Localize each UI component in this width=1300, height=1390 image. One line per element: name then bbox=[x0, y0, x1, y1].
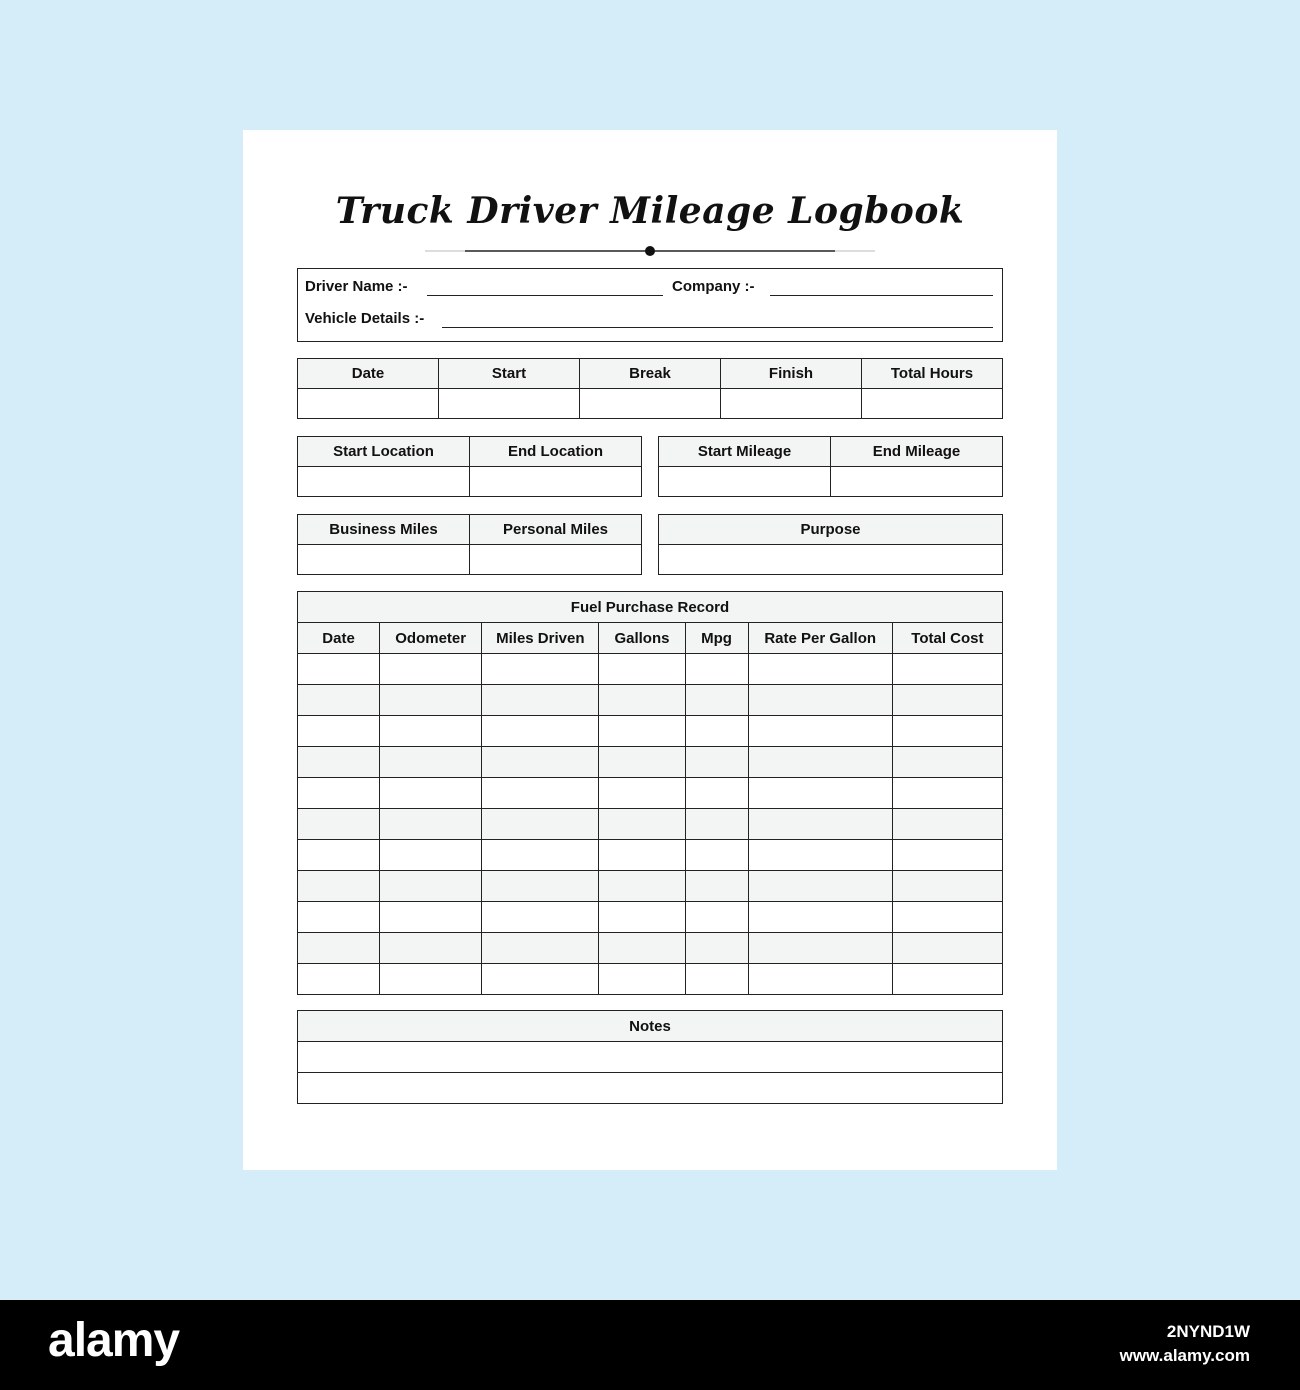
fuel-cell[interactable] bbox=[685, 809, 748, 840]
fuel-cell[interactable] bbox=[685, 716, 748, 747]
company-field[interactable] bbox=[770, 295, 993, 296]
fuel-cell[interactable] bbox=[892, 747, 1002, 778]
fuel-cell[interactable] bbox=[892, 871, 1002, 902]
fuel-cell[interactable] bbox=[892, 933, 1002, 964]
fuel-row bbox=[298, 840, 1003, 871]
miles-table bbox=[297, 514, 642, 575]
fuel-cell[interactable] bbox=[748, 716, 892, 747]
vehicle-details-label: Vehicle Details :- bbox=[305, 310, 425, 327]
fuel-cell[interactable] bbox=[892, 685, 1002, 716]
fuel-purchase-table bbox=[297, 591, 1003, 995]
fuel-cell[interactable] bbox=[380, 964, 482, 995]
fuel-cell[interactable] bbox=[380, 809, 482, 840]
hours-cell[interactable] bbox=[862, 389, 1003, 419]
fuel-cell[interactable] bbox=[482, 902, 599, 933]
fuel-cell[interactable] bbox=[380, 778, 482, 809]
fuel-cell[interactable] bbox=[599, 809, 685, 840]
notes-row bbox=[298, 1073, 1003, 1104]
watermark-logo: alamy bbox=[48, 1314, 180, 1367]
fuel-cell[interactable] bbox=[482, 840, 599, 871]
fuel-cell[interactable] bbox=[298, 964, 380, 995]
fuel-cell[interactable] bbox=[599, 716, 685, 747]
fuel-cell[interactable] bbox=[599, 747, 685, 778]
fuel-cell[interactable] bbox=[482, 778, 599, 809]
hours-table bbox=[297, 358, 1003, 419]
fuel-cell[interactable] bbox=[599, 840, 685, 871]
fuel-cell[interactable] bbox=[482, 933, 599, 964]
hours-cell[interactable] bbox=[439, 389, 580, 419]
header-end-location: End Location bbox=[470, 437, 642, 467]
hours-header-finish: Finish bbox=[721, 359, 862, 389]
fuel-row bbox=[298, 747, 1003, 778]
notes-cell[interactable] bbox=[298, 1042, 1003, 1073]
fuel-cell[interactable] bbox=[298, 809, 380, 840]
fuel-cell[interactable] bbox=[748, 964, 892, 995]
hours-cell[interactable] bbox=[721, 389, 862, 419]
fuel-cell[interactable] bbox=[599, 933, 685, 964]
notes-cell[interactable] bbox=[298, 1073, 1003, 1104]
fuel-row bbox=[298, 871, 1003, 902]
fuel-cell[interactable] bbox=[380, 840, 482, 871]
fuel-header-mpg: Mpg bbox=[685, 623, 748, 654]
hours-header-start: Start bbox=[439, 359, 580, 389]
fuel-cell[interactable] bbox=[380, 871, 482, 902]
header-purpose: Purpose bbox=[659, 515, 1003, 545]
fuel-row bbox=[298, 809, 1003, 840]
header-end-mileage: End Mileage bbox=[831, 437, 1003, 467]
fuel-cell[interactable] bbox=[748, 809, 892, 840]
fuel-cell[interactable] bbox=[685, 654, 748, 685]
page-title: Truck Driver Mileage Logbook bbox=[335, 190, 965, 232]
fuel-row bbox=[298, 654, 1003, 685]
fuel-cell[interactable] bbox=[298, 840, 380, 871]
mileage-cell[interactable] bbox=[659, 467, 831, 497]
miles-cell[interactable] bbox=[298, 545, 470, 575]
fuel-cell[interactable] bbox=[482, 871, 599, 902]
fuel-cell[interactable] bbox=[599, 778, 685, 809]
fuel-table-title: Fuel Purchase Record bbox=[298, 592, 1003, 623]
fuel-cell[interactable] bbox=[298, 933, 380, 964]
fuel-cell[interactable] bbox=[748, 778, 892, 809]
fuel-header-gallons: Gallons bbox=[599, 623, 685, 654]
fuel-cell[interactable] bbox=[380, 716, 482, 747]
fuel-cell[interactable] bbox=[892, 654, 1002, 685]
vehicle-details-field[interactable] bbox=[442, 327, 993, 328]
fuel-cell[interactable] bbox=[599, 964, 685, 995]
header-personal-miles: Personal Miles bbox=[470, 515, 642, 545]
fuel-cell[interactable] bbox=[748, 840, 892, 871]
fuel-cell[interactable] bbox=[380, 933, 482, 964]
fuel-cell[interactable] bbox=[599, 902, 685, 933]
notes-header: Notes bbox=[298, 1011, 1003, 1042]
fuel-header-rate-per-gallon: Rate Per Gallon bbox=[748, 623, 892, 654]
hours-header-break: Break bbox=[580, 359, 721, 389]
fuel-cell[interactable] bbox=[748, 871, 892, 902]
fuel-cell[interactable] bbox=[599, 871, 685, 902]
fuel-cell[interactable] bbox=[892, 716, 1002, 747]
fuel-cell[interactable] bbox=[685, 871, 748, 902]
driver-name-label: Driver Name :- bbox=[305, 278, 408, 295]
location-table bbox=[297, 436, 642, 497]
fuel-cell[interactable] bbox=[685, 747, 748, 778]
miles-cell[interactable] bbox=[470, 545, 642, 575]
fuel-cell[interactable] bbox=[298, 747, 380, 778]
fuel-cell[interactable] bbox=[599, 654, 685, 685]
fuel-cell[interactable] bbox=[748, 747, 892, 778]
fuel-cell[interactable] bbox=[380, 685, 482, 716]
fuel-cell[interactable] bbox=[298, 716, 380, 747]
fuel-cell[interactable] bbox=[482, 964, 599, 995]
hours-cell[interactable] bbox=[580, 389, 721, 419]
fuel-header-total-cost: Total Cost bbox=[892, 623, 1002, 654]
fuel-cell[interactable] bbox=[685, 933, 748, 964]
fuel-cell[interactable] bbox=[748, 933, 892, 964]
header-start-mileage: Start Mileage bbox=[659, 437, 831, 467]
fuel-row bbox=[298, 933, 1003, 964]
fuel-header-miles-driven: Miles Driven bbox=[482, 623, 599, 654]
hours-header-date: Date bbox=[298, 359, 439, 389]
fuel-header-odometer: Odometer bbox=[380, 623, 482, 654]
fuel-cell[interactable] bbox=[748, 685, 892, 716]
header-start-location: Start Location bbox=[298, 437, 470, 467]
fuel-cell[interactable] bbox=[298, 871, 380, 902]
fuel-cell[interactable] bbox=[482, 809, 599, 840]
notes-table bbox=[297, 1010, 1003, 1104]
purpose-table bbox=[658, 514, 1003, 575]
fuel-cell[interactable] bbox=[748, 654, 892, 685]
fuel-cell[interactable] bbox=[298, 685, 380, 716]
fuel-cell[interactable] bbox=[892, 902, 1002, 933]
fuel-cell[interactable] bbox=[892, 809, 1002, 840]
fuel-header-date: Date bbox=[298, 623, 380, 654]
fuel-cell[interactable] bbox=[482, 747, 599, 778]
fuel-cell[interactable] bbox=[380, 747, 482, 778]
fuel-cell[interactable] bbox=[685, 778, 748, 809]
hours-header-total-hours: Total Hours bbox=[862, 359, 1003, 389]
watermark-image-id: 2NYND1W bbox=[1166, 1322, 1250, 1341]
fuel-cell[interactable] bbox=[892, 778, 1002, 809]
notes-row bbox=[298, 1042, 1003, 1073]
fuel-cell[interactable] bbox=[892, 964, 1002, 995]
fuel-cell[interactable] bbox=[380, 654, 482, 685]
company-label: Company :- bbox=[672, 278, 755, 295]
fuel-cell[interactable] bbox=[482, 654, 599, 685]
mileage-table bbox=[658, 436, 1003, 497]
fuel-cell[interactable] bbox=[599, 685, 685, 716]
watermark-url: www.alamy.com bbox=[1119, 1346, 1250, 1365]
fuel-row bbox=[298, 902, 1003, 933]
location-cell[interactable] bbox=[470, 467, 642, 497]
fuel-cell[interactable] bbox=[685, 902, 748, 933]
purpose-cell[interactable] bbox=[659, 545, 1003, 575]
fuel-cell[interactable] bbox=[482, 716, 599, 747]
fuel-row bbox=[298, 716, 1003, 747]
title-divider bbox=[425, 244, 875, 258]
mileage-cell[interactable] bbox=[831, 467, 1003, 497]
fuel-cell[interactable] bbox=[748, 902, 892, 933]
driver-name-field[interactable] bbox=[427, 295, 663, 296]
fuel-row bbox=[298, 778, 1003, 809]
fuel-cell[interactable] bbox=[685, 840, 748, 871]
fuel-cell[interactable] bbox=[298, 654, 380, 685]
fuel-cell[interactable] bbox=[482, 685, 599, 716]
fuel-cell[interactable] bbox=[685, 964, 748, 995]
fuel-row bbox=[298, 964, 1003, 995]
fuel-cell[interactable] bbox=[892, 840, 1002, 871]
location-cell[interactable] bbox=[298, 467, 470, 497]
watermark-footer bbox=[0, 1300, 1300, 1390]
fuel-row bbox=[298, 685, 1003, 716]
hours-cell[interactable] bbox=[298, 389, 439, 419]
fuel-cell[interactable] bbox=[298, 902, 380, 933]
header-business-miles: Business Miles bbox=[298, 515, 470, 545]
fuel-cell[interactable] bbox=[685, 685, 748, 716]
fuel-cell[interactable] bbox=[380, 902, 482, 933]
fuel-cell[interactable] bbox=[298, 778, 380, 809]
